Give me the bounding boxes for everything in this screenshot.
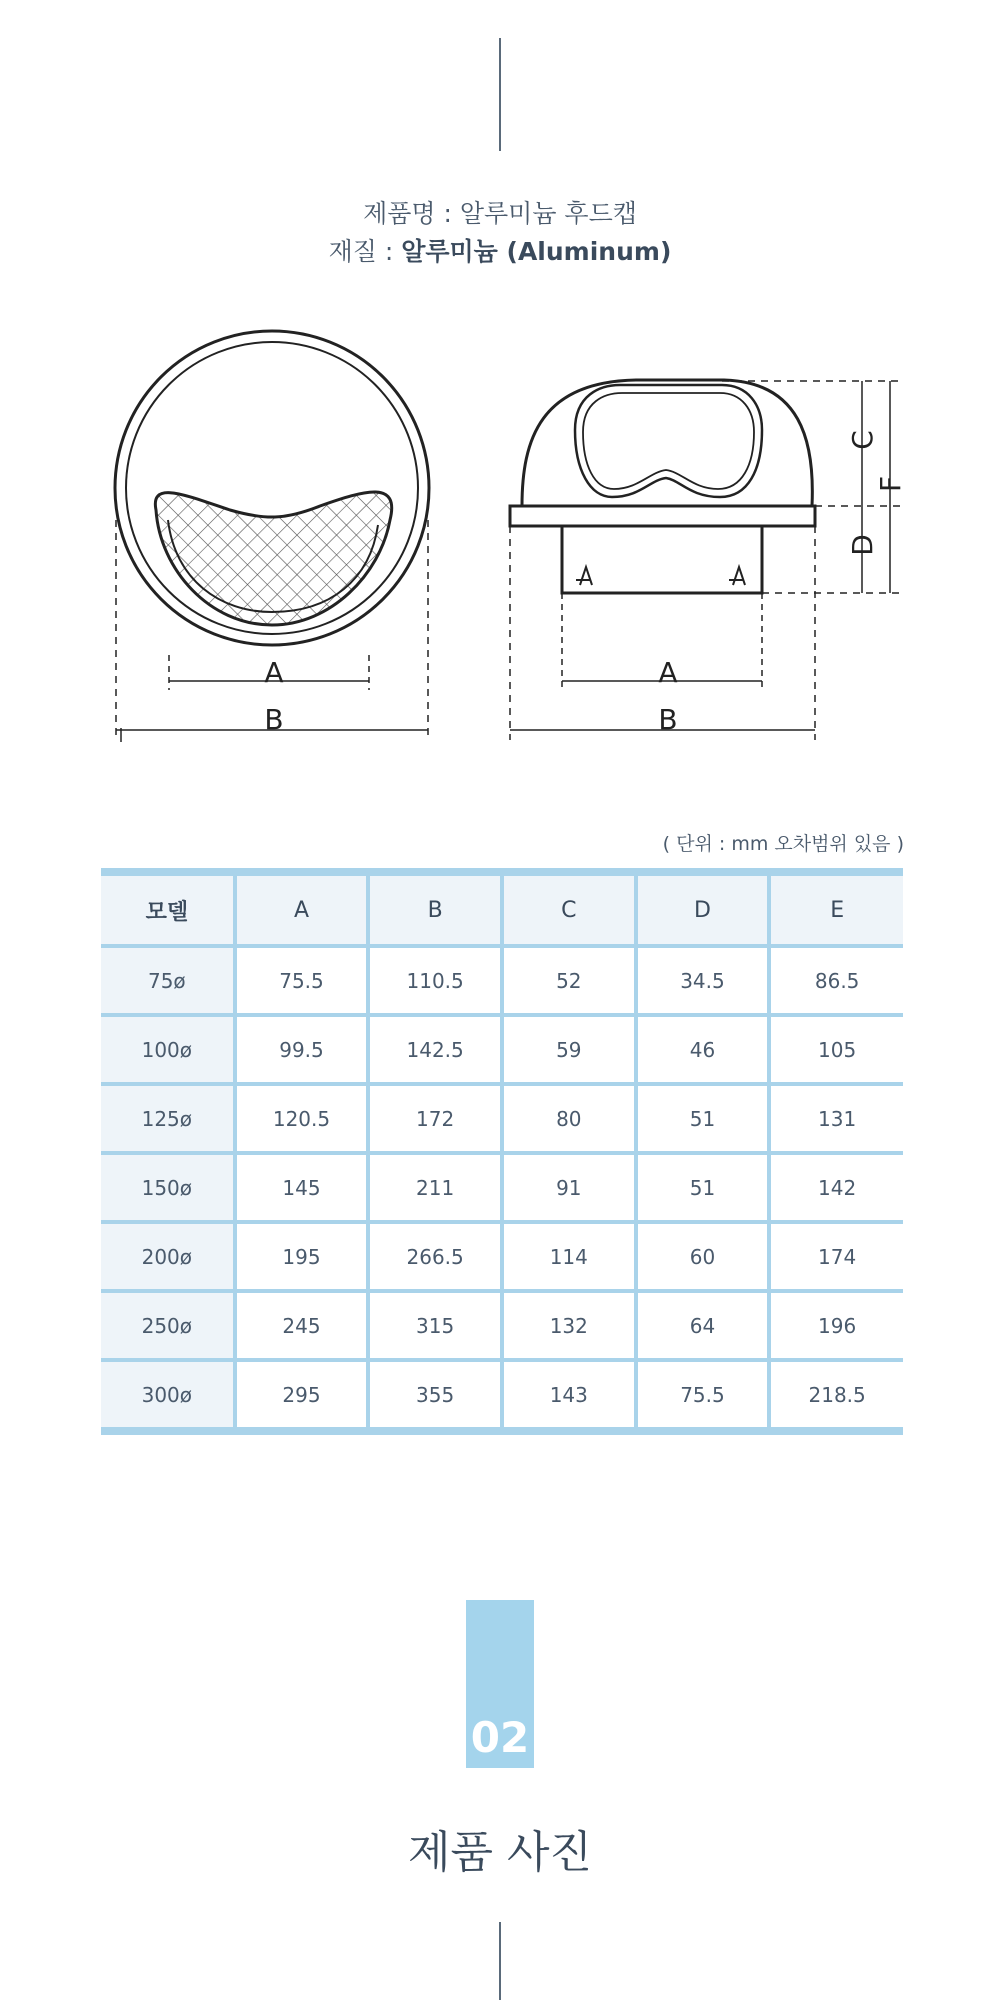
table-cell: 315 bbox=[368, 1291, 502, 1360]
dimension-diagrams bbox=[0, 300, 1000, 750]
table-cell: 86.5 bbox=[769, 946, 903, 1015]
table-cell: 75.5 bbox=[636, 1360, 770, 1431]
table-header-row bbox=[101, 872, 903, 946]
table-cell: 295 bbox=[235, 1360, 369, 1431]
header-e: E bbox=[769, 872, 903, 946]
table-cell: 80 bbox=[502, 1084, 636, 1153]
table-row bbox=[101, 1291, 903, 1360]
table-cell: 114 bbox=[502, 1222, 636, 1291]
spec-table bbox=[101, 868, 903, 1435]
product-name: 제품명 : 알루미늄 후드캡 bbox=[363, 199, 637, 228]
table-row bbox=[101, 1084, 903, 1153]
table-cell: 355 bbox=[368, 1360, 502, 1431]
table-cell: 131 bbox=[769, 1084, 903, 1153]
table-cell: 218.5 bbox=[769, 1360, 903, 1431]
side-dim-a-label: A bbox=[658, 656, 678, 689]
table-cell: 143 bbox=[502, 1360, 636, 1431]
side-view-drawing bbox=[510, 380, 902, 740]
table-cell: 196 bbox=[769, 1291, 903, 1360]
model-cell: 100ø bbox=[101, 1015, 235, 1084]
model-cell: 300ø bbox=[101, 1360, 235, 1431]
header-a: A bbox=[235, 872, 369, 946]
table-cell: 120.5 bbox=[235, 1084, 369, 1153]
table-row bbox=[101, 1360, 903, 1431]
table-row bbox=[101, 946, 903, 1015]
table-cell: 172 bbox=[368, 1084, 502, 1153]
side-dim-c-label: C bbox=[846, 430, 879, 450]
table-cell: 64 bbox=[636, 1291, 770, 1360]
header-c: C bbox=[502, 872, 636, 946]
model-cell: 125ø bbox=[101, 1084, 235, 1153]
side-dim-b-label: B bbox=[658, 703, 678, 736]
table-cell: 60 bbox=[636, 1222, 770, 1291]
front-dim-b-label: B bbox=[264, 703, 284, 736]
table-cell: 99.5 bbox=[235, 1015, 369, 1084]
table-cell: 132 bbox=[502, 1291, 636, 1360]
header-b: B bbox=[368, 872, 502, 946]
table-cell: 46 bbox=[636, 1015, 770, 1084]
product-material bbox=[0, 232, 1000, 268]
section-title: 제품 사진 bbox=[407, 1827, 592, 1878]
header-d: D bbox=[636, 872, 770, 946]
table-cell: 145 bbox=[235, 1153, 369, 1222]
model-cell: 200ø bbox=[101, 1222, 235, 1291]
table-cell: 174 bbox=[769, 1222, 903, 1291]
table-cell: 34.5 bbox=[636, 946, 770, 1015]
top-divider-line bbox=[499, 38, 501, 151]
table-cell: 75.5 bbox=[235, 946, 369, 1015]
material-label: 재질 : bbox=[328, 237, 402, 266]
model-cell: 75ø bbox=[101, 946, 235, 1015]
material-value: 알루미늄 (Aluminum) bbox=[401, 237, 672, 266]
side-dim-f-label: F bbox=[874, 475, 907, 493]
table-cell: 59 bbox=[502, 1015, 636, 1084]
table-cell: 195 bbox=[235, 1222, 369, 1291]
table-cell: 91 bbox=[502, 1153, 636, 1222]
table-cell: 211 bbox=[368, 1153, 502, 1222]
table-cell: 245 bbox=[235, 1291, 369, 1360]
table-row bbox=[101, 1222, 903, 1291]
section-number-badge: 02 bbox=[466, 1600, 534, 1768]
model-cell: 150ø bbox=[101, 1153, 235, 1222]
table-cell: 105 bbox=[769, 1015, 903, 1084]
table-cell: 110.5 bbox=[368, 946, 502, 1015]
front-dim-a-label: A bbox=[264, 656, 284, 689]
unit-note: ( 단위 : mm 오차범위 있음 ) bbox=[662, 833, 904, 855]
model-cell: 250ø bbox=[101, 1291, 235, 1360]
side-dim-d-label: D bbox=[846, 534, 879, 556]
table-row bbox=[101, 1153, 903, 1222]
table-cell: 52 bbox=[502, 946, 636, 1015]
bottom-divider-line bbox=[499, 1922, 501, 2000]
table-cell: 51 bbox=[636, 1153, 770, 1222]
table-cell: 266.5 bbox=[368, 1222, 502, 1291]
table-cell: 51 bbox=[636, 1084, 770, 1153]
table-row bbox=[101, 1015, 903, 1084]
table-cell: 142 bbox=[769, 1153, 903, 1222]
header-model: 모델 bbox=[101, 872, 235, 946]
table-cell: 142.5 bbox=[368, 1015, 502, 1084]
